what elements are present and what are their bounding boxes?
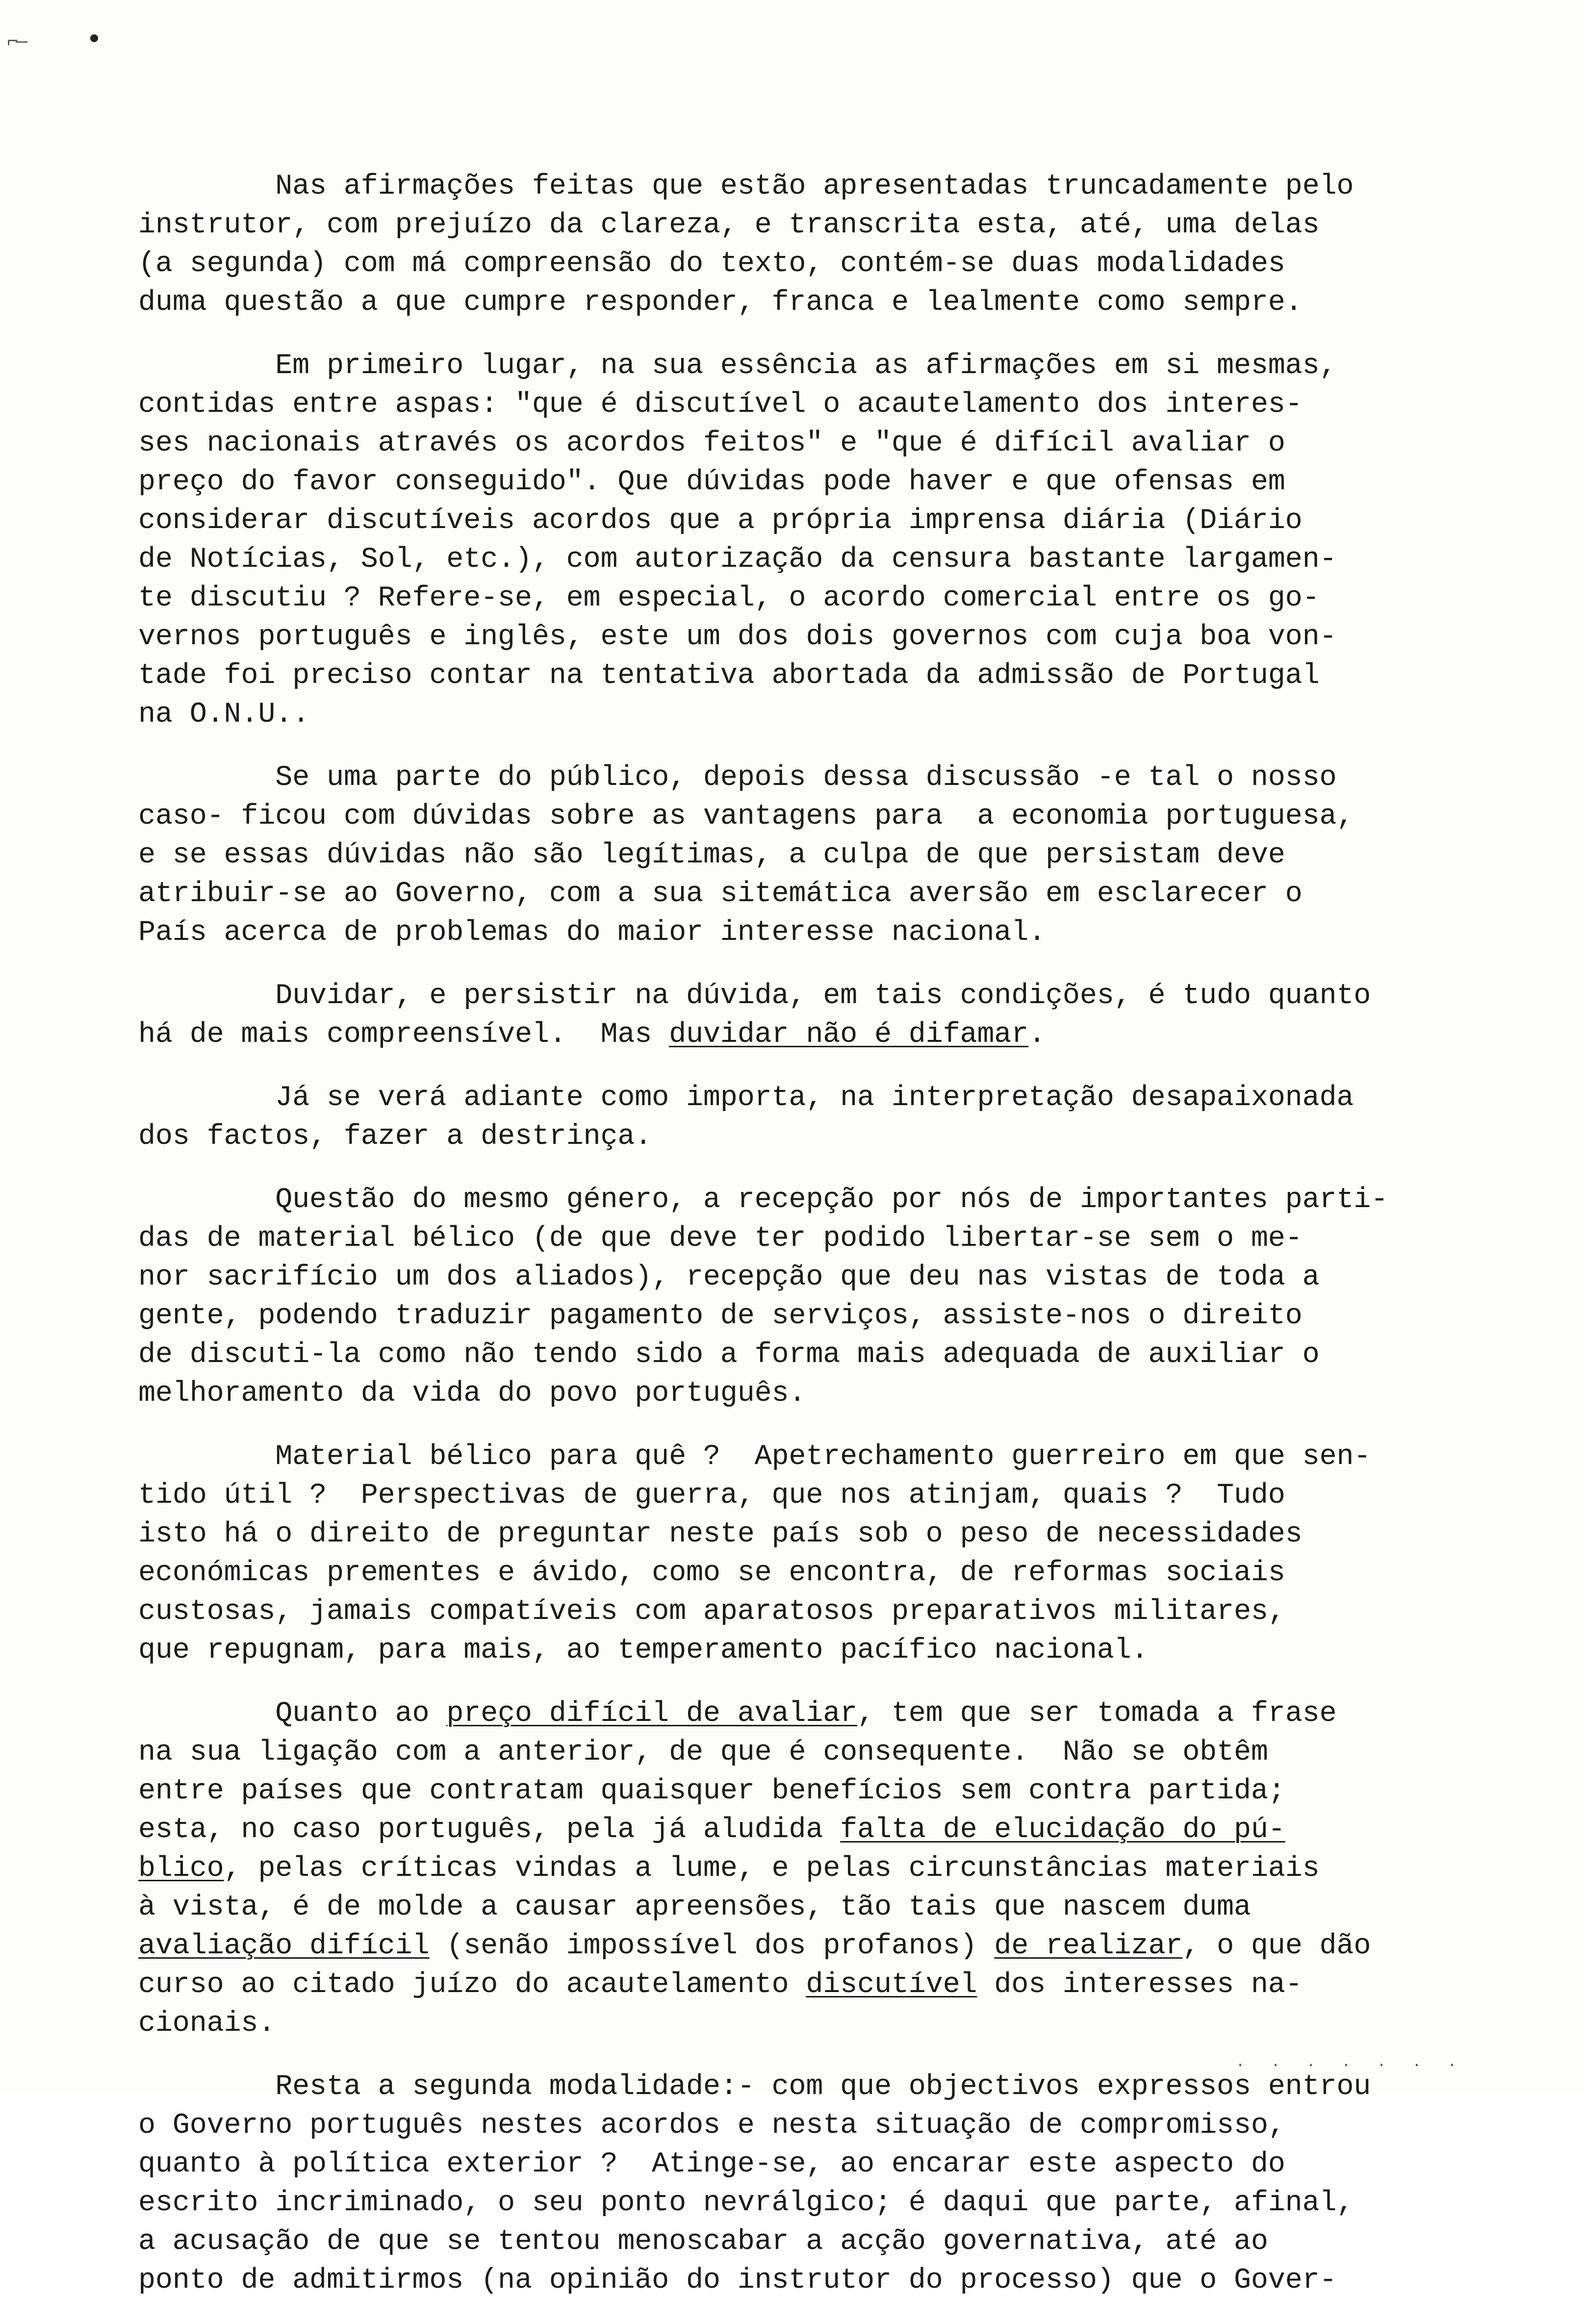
text-line bbox=[138, 2106, 1482, 2145]
text-line bbox=[138, 1078, 1482, 1117]
paragraph bbox=[138, 2067, 1482, 2299]
typed-letter-body bbox=[138, 167, 1482, 2324]
underlined-phrase: falta de elucidação do pú- bbox=[840, 1813, 1285, 1846]
text-segment: , tem que ser tomada a frase bbox=[857, 1697, 1337, 1730]
text-segment: das de material bélico (de que deve ter podido libertar-se sem o me- bbox=[138, 1222, 1303, 1255]
text-segment: quanto à política exterior ? Atinge-se, ao encarar este aspecto do bbox=[138, 2147, 1285, 2180]
text-segment: na sua ligação com a anterior, de que é consequente. Não se obtêm bbox=[138, 1736, 1268, 1768]
text-segment: Duvidar, e persistir na dúvida, em tais condições, é tudo quanto bbox=[138, 979, 1371, 1012]
underlined-phrase: blico bbox=[138, 1852, 224, 1885]
text-line bbox=[138, 1180, 1482, 1219]
text-segment: dos interesses na- bbox=[977, 1968, 1303, 2001]
text-segment: . bbox=[1028, 1018, 1046, 1051]
paragraph bbox=[138, 1078, 1482, 1156]
text-line bbox=[138, 913, 1482, 952]
text-line bbox=[138, 656, 1482, 695]
paragraph bbox=[138, 1694, 1482, 2043]
text-line bbox=[138, 1631, 1482, 1669]
text-line bbox=[138, 167, 1482, 205]
text-segment: instrutor, com prejuízo da clareza, e transcrita esta, até, uma delas bbox=[138, 208, 1320, 241]
text-line bbox=[138, 976, 1482, 1015]
text-segment: entre países que contratam quaisquer benefícios sem contra partida; bbox=[138, 1774, 1285, 1807]
corner-ink-dot bbox=[90, 34, 98, 42]
paragraph bbox=[138, 1180, 1482, 1413]
text-segment: de Notícias, Sol, etc.), com autorização da censura bastante largamen- bbox=[138, 543, 1337, 576]
text-line bbox=[138, 244, 1482, 283]
text-line bbox=[138, 424, 1482, 462]
text-segment: Se uma parte do público, depois dessa discussão -e tal o nosso bbox=[138, 761, 1337, 794]
text-line bbox=[138, 1771, 1482, 1810]
underlined-phrase: duvidar não é difamar bbox=[669, 1018, 1029, 1051]
text-line bbox=[138, 2183, 1482, 2222]
text-line bbox=[138, 1515, 1482, 1553]
text-segment: de discuti-la como não tendo sido a forma mais adequada de auxiliar o bbox=[138, 1338, 1320, 1371]
corner-scribble-mark: ⌐— bbox=[7, 31, 25, 53]
text-segment: ses nacionais através os acordos feitos" e "que é difícil avaliar o bbox=[138, 427, 1285, 459]
text-segment: Em primeiro lugar, na sua essência as afirmações em si mesmas, bbox=[138, 349, 1337, 382]
text-segment: ponto de admitirmos (na opinião do instrutor do processo) que o Gover- bbox=[138, 2264, 1337, 2297]
text-line bbox=[138, 1476, 1482, 1515]
text-segment: isto há o direito de preguntar neste país sob o peso de necessidades bbox=[138, 1517, 1303, 1550]
text-line bbox=[138, 1374, 1482, 1413]
text-line bbox=[138, 2261, 1482, 2299]
text-line bbox=[138, 579, 1482, 617]
text-segment: Material bélico para quê ? Apetrechamento guerreiro em que sen- bbox=[138, 1440, 1371, 1473]
text-line bbox=[138, 205, 1482, 244]
text-line bbox=[138, 1335, 1482, 1374]
text-line bbox=[138, 385, 1482, 424]
text-segment: a acusação de que se tentou menoscabar a acção governativa, até ao bbox=[138, 2225, 1268, 2258]
text-line bbox=[138, 1117, 1482, 1156]
text-segment: cionais. bbox=[138, 2007, 276, 2040]
paragraph bbox=[138, 167, 1482, 322]
text-line bbox=[138, 1219, 1482, 1258]
text-segment: dos factos, fazer a destrinça. bbox=[138, 1120, 652, 1153]
paragraph bbox=[138, 758, 1482, 952]
text-segment: há de mais compreensível. Mas bbox=[138, 1018, 669, 1051]
paragraph bbox=[138, 976, 1482, 1054]
text-line bbox=[138, 1592, 1482, 1631]
underlined-phrase: de realizar bbox=[994, 1929, 1183, 1962]
text-segment: curso ao citado juízo do acautelamento bbox=[138, 1968, 806, 2001]
text-segment: atribuir-se ao Governo, com a sua sitemática aversão em esclarecer o bbox=[138, 877, 1303, 910]
text-segment: (senão impossível dos profanos) bbox=[429, 1929, 995, 1962]
text-line bbox=[138, 617, 1482, 656]
text-line bbox=[138, 462, 1482, 501]
text-segment: Questão do mesmo género, a recepção por nós de importantes parti- bbox=[138, 1183, 1388, 1216]
text-segment: preço do favor conseguido". Que dúvidas pode haver e que ofensas em bbox=[138, 465, 1285, 498]
text-segment: na O.N.U.. bbox=[138, 698, 310, 731]
text-segment: Nas afirmações feitas que estão apresentadas truncadamente pelo bbox=[138, 170, 1354, 202]
text-line bbox=[138, 874, 1482, 913]
text-segment: que repugnam, para mais, ao temperamento pacífico nacional. bbox=[138, 1634, 1149, 1667]
text-segment: o Governo português nestes acordos e nesta situação de compromisso, bbox=[138, 2109, 1285, 2142]
text-segment: melhoramento da vida do povo português. bbox=[138, 1377, 806, 1410]
text-line bbox=[138, 2145, 1482, 2183]
text-line bbox=[138, 283, 1482, 322]
text-segment: considerar discutíveis acordos que a própria imprensa diária (Diário bbox=[138, 504, 1303, 537]
text-segment: à vista, é de molde a causar apreensões, tão tais que nascem duma bbox=[138, 1891, 1251, 1923]
text-line bbox=[138, 1810, 1482, 1849]
text-segment: contidas entre aspas: "que é discutível o acautelamento dos interes- bbox=[138, 388, 1303, 421]
underlined-phrase: preço difícil de avaliar bbox=[446, 1697, 858, 1730]
text-segment: e se essas dúvidas não são legítimas, a culpa de que persistam deve bbox=[138, 838, 1285, 871]
text-line bbox=[138, 1296, 1482, 1335]
text-segment: , o que dão bbox=[1182, 1929, 1371, 1962]
underlined-phrase: avaliação difícil bbox=[138, 1929, 430, 1962]
text-line bbox=[138, 1926, 1482, 1965]
text-line bbox=[138, 1437, 1482, 1476]
text-line bbox=[138, 2067, 1482, 2106]
text-line bbox=[138, 1733, 1482, 1771]
text-segment: escrito incriminado, o seu ponto nevrálgico; é daqui que parte, afinal, bbox=[138, 2186, 1354, 2219]
text-segment: gente, podendo traduzir pagamento de serviços, assiste-nos o direito bbox=[138, 1299, 1303, 1332]
text-segment: caso- ficou com dúvidas sobre as vantagens para a economia portuguesa, bbox=[138, 800, 1354, 833]
text-line bbox=[138, 346, 1482, 385]
text-segment: tido útil ? Perspectivas de guerra, que nos atinjam, quais ? Tudo bbox=[138, 1479, 1285, 1512]
text-line bbox=[138, 1015, 1482, 1054]
bottom-ink-dots: . . . . . . . bbox=[1236, 2054, 1466, 2071]
text-line bbox=[138, 695, 1482, 733]
text-segment: País acerca de problemas do maior interesse nacional. bbox=[138, 916, 1046, 949]
text-segment: económicas prementes e ávido, como se encontra, de reformas sociais bbox=[138, 1556, 1285, 1589]
text-line bbox=[138, 1258, 1482, 1296]
text-line bbox=[138, 758, 1482, 797]
text-line bbox=[138, 1849, 1482, 1888]
text-segment: tade foi preciso contar na tentativa abortada da admissão de Portugal bbox=[138, 659, 1320, 692]
text-line bbox=[138, 1694, 1482, 1733]
text-segment: (a segunda) com má compreensão do texto, contém-se duas modalidades bbox=[138, 247, 1285, 280]
text-line bbox=[138, 1553, 1482, 1592]
text-line bbox=[138, 1888, 1482, 1926]
text-line bbox=[138, 835, 1482, 874]
text-line bbox=[138, 2222, 1482, 2261]
text-segment: , pelas críticas vindas a lume, e pelas circunstâncias materiais bbox=[224, 1852, 1320, 1885]
text-segment: esta, no caso português, pela já aludida bbox=[138, 1813, 841, 1846]
text-line bbox=[138, 2004, 1482, 2043]
text-segment: Quanto ao bbox=[138, 1697, 447, 1730]
text-segment: custosas, jamais compatíveis com aparatosos preparativos militares, bbox=[138, 1595, 1285, 1628]
text-segment: duma questão a que cumpre responder, franca e lealmente como sempre. bbox=[138, 286, 1303, 319]
text-segment: vernos português e inglês, este um dos dois governos com cuja boa von- bbox=[138, 620, 1337, 653]
text-line bbox=[138, 797, 1482, 835]
text-segment: Já se verá adiante como importa, na interpretação desapaixonada bbox=[138, 1081, 1354, 1114]
text-segment: Resta a segunda modalidade:- com que objectivos expressos entrou bbox=[138, 2070, 1371, 2103]
paragraph bbox=[138, 346, 1482, 733]
underlined-phrase: discutível bbox=[806, 1968, 977, 2001]
text-line bbox=[138, 1965, 1482, 2004]
text-line bbox=[138, 540, 1482, 579]
text-line bbox=[138, 501, 1482, 540]
text-segment: nor sacrifício um dos aliados), recepção que deu nas vistas de toda a bbox=[138, 1261, 1320, 1293]
paragraph bbox=[138, 1437, 1482, 1669]
text-segment: te discutiu ? Refere-se, em especial, o acordo comercial entre os go- bbox=[138, 581, 1320, 614]
